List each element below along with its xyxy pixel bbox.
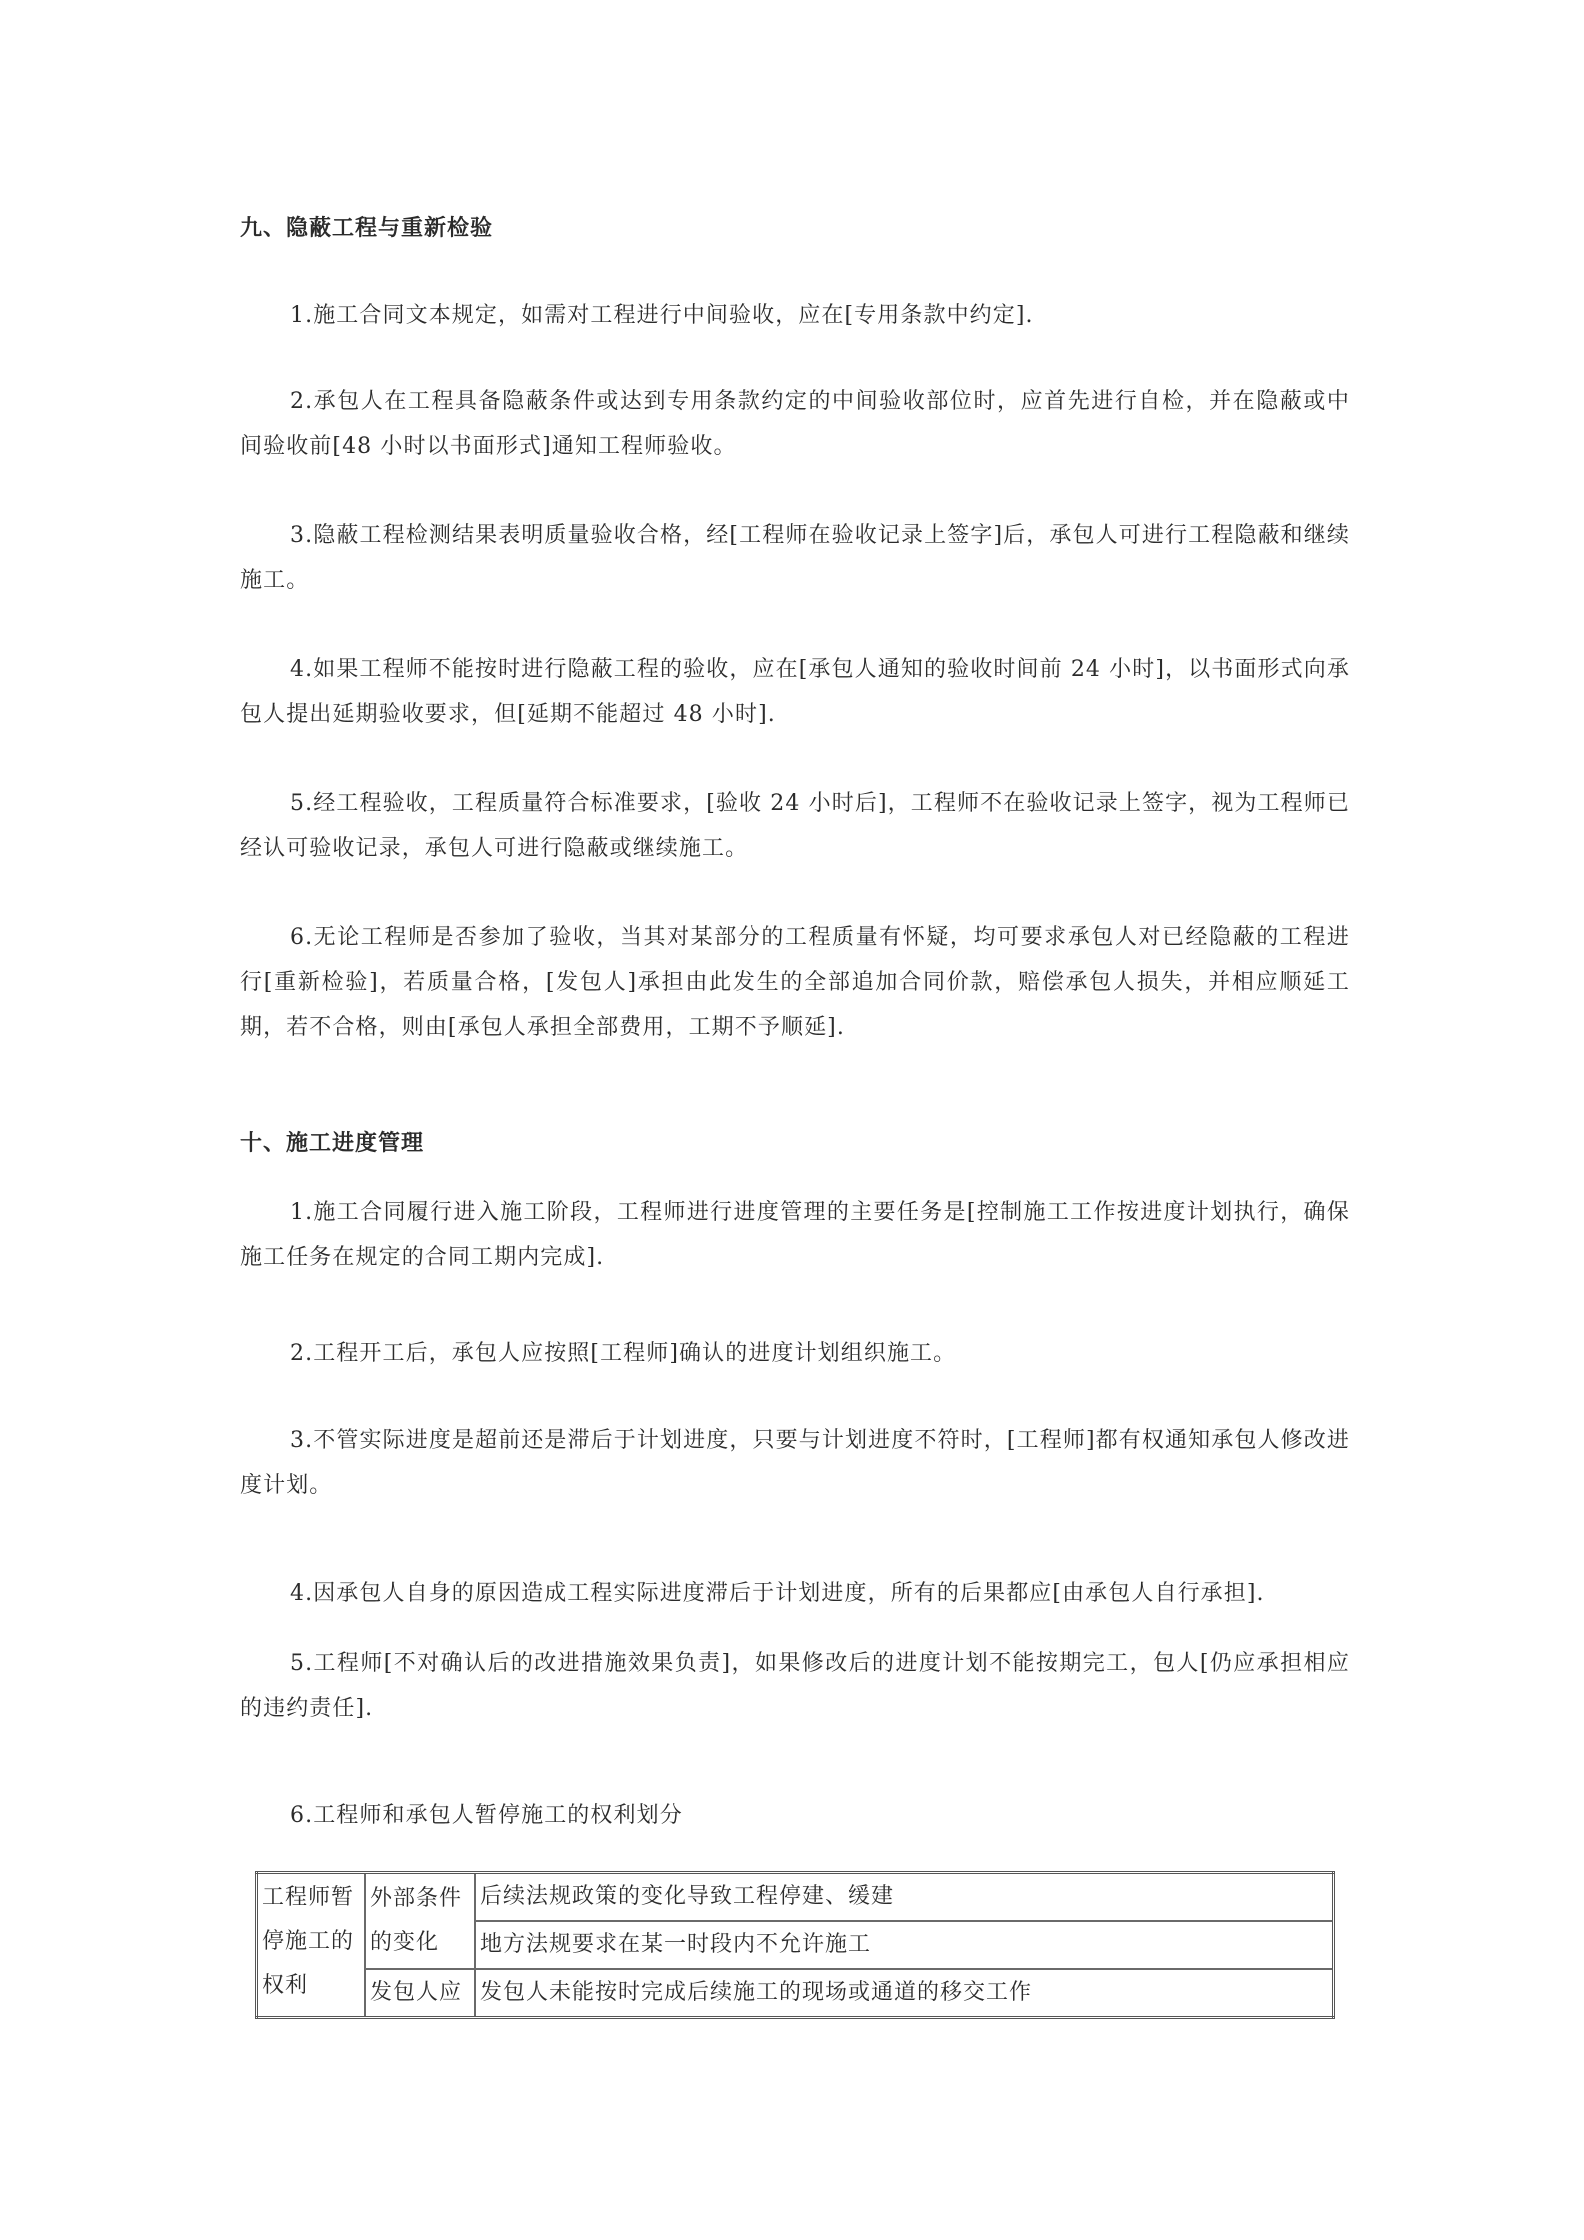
- section-9-item-5: 5.经工程验收，工程质量符合标准要求，[验收 24 小时后]，工程师不在验收记录上签字，视为工程师已经认可验收记录，承包人可进行隐蔽或继续施工。: [240, 791, 1350, 861]
- table-row: [257, 1873, 1334, 1922]
- table-row: [257, 1969, 1334, 2018]
- table-cell-external-conditions: 外部条件的变化: [365, 1873, 475, 1970]
- section-10-item-5: 5.工程师[不对确认后的改进措施效果负责]，如果修改后的进度计划不能按期完工，包人[仍应承担相应的违约责任].: [240, 1651, 1350, 1721]
- section-9-item-4: 4.如果工程师不能按时进行隐蔽工程的验收，应在[承包人通知的验收时间前 24 小时]，以书面形式向承包人提出延期验收要求，但[延期不能超过 48 小时].: [240, 657, 1350, 727]
- table-cell-row3: 发包人未能按时完成后续施工的现场或通道的移交工作: [475, 1969, 1334, 2018]
- section-9-item-6: 6.无论工程师是否参加了验收，当其对某部分的工程质量有怀疑，均可要求承包人对已经隐蔽的工程进行[重新检验]，若质量合格，[发包人]承担由此发生的全部追加合同价款，赔偿承包人损失，并相应顺延工期，若不合格，则由[承包人承担全部费用，工期不予顺延].: [240, 925, 1350, 1040]
- section-10-heading: 十、施工进度管理: [240, 1130, 425, 1156]
- table-cell-rights: 工程师暂停施工的权利: [257, 1873, 366, 2018]
- section-10-item-6: 6.工程师和承包人暂停施工的权利划分: [290, 1803, 683, 1828]
- table-cell-row1: 后续法规政策的变化导致工程停建、缓建: [475, 1873, 1334, 1922]
- section-10-item-3: 3.不管实际进度是超前还是滞后于计划进度，只要与计划进度不符时，[工程师]都有权通知承包人修改进度计划。: [240, 1428, 1350, 1498]
- section-10-item-1: 1.施工合同履行进入施工阶段，工程师进行进度管理的主要任务是[控制施工工作按进度计划执行，确保施工任务在规定的合同工期内完成].: [240, 1200, 1350, 1270]
- section-9-item-1: 1.施工合同文本规定，如需对工程进行中间验收，应在[专用条款中约定].: [290, 303, 1034, 328]
- section-10-item-2: 2.工程开工后，承包人应按照[工程师]确认的进度计划组织施工。: [290, 1341, 957, 1366]
- section-9-item-2: 2.承包人在工程具备隐蔽条件或达到专用条款约定的中间验收部位时，应首先进行自检，并在隐蔽或中间验收前[48 小时以书面形式]通知工程师验收。: [240, 389, 1350, 459]
- section-9-heading: 九、隐蔽工程与重新检验: [240, 215, 494, 241]
- table-cell-employer: 发包人应: [365, 1969, 475, 2018]
- suspension-rights-table: [255, 1871, 1335, 2019]
- table-cell-row2: 地方法规要求在某一时段内不允许施工: [475, 1921, 1334, 1969]
- section-9-item-3: 3.隐蔽工程检测结果表明质量验收合格，经[工程师在验收记录上签字]后，承包人可进行工程隐蔽和继续施工。: [240, 523, 1350, 593]
- section-10-item-4: 4.因承包人自身的原因造成工程实际进度滞后于计划进度，所有的后果都应[由承包人自行承担].: [290, 1581, 1265, 1606]
